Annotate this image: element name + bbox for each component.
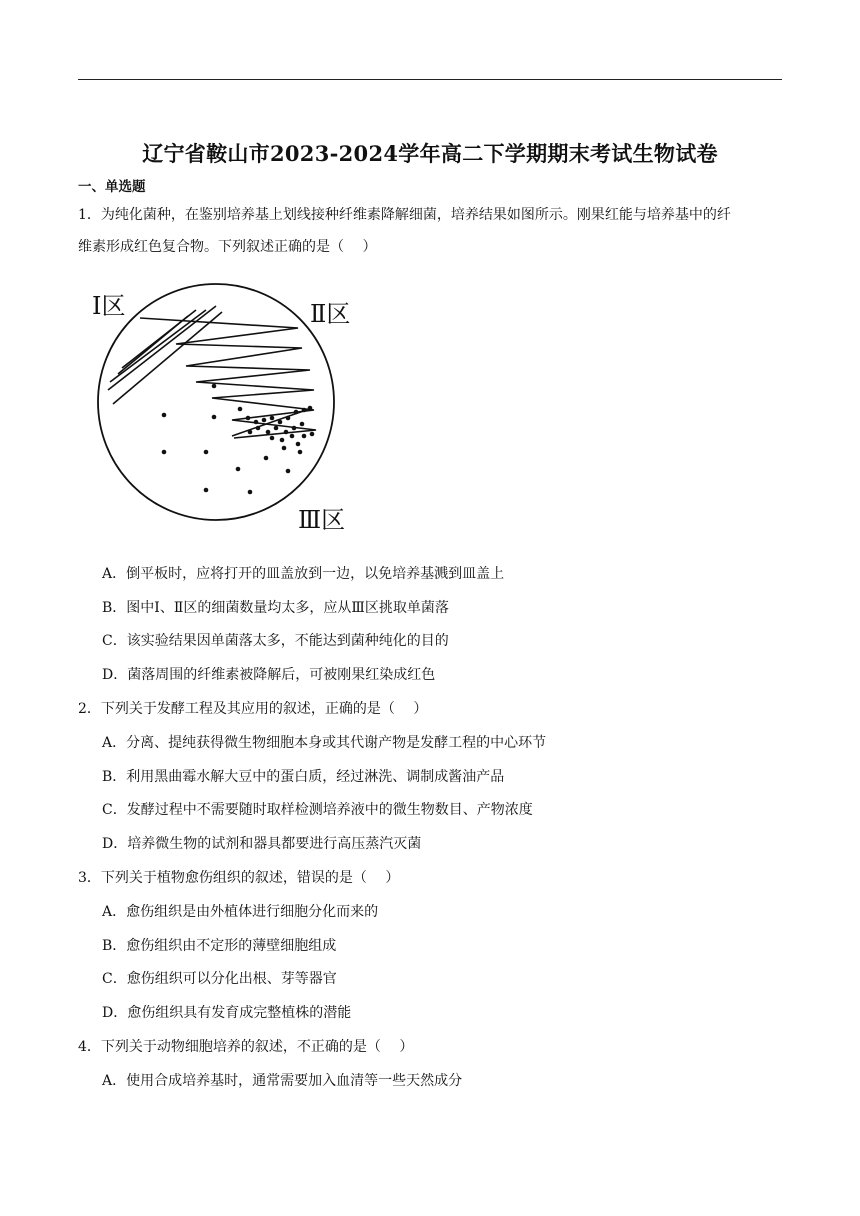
zone-1-label: Ⅰ区: [92, 292, 126, 320]
zone-2-label: Ⅱ区: [310, 300, 351, 328]
zone-1-streaks: [108, 306, 222, 404]
question-1-option-c: C．该实验结果因单菌落太多，不能达到菌种纯化的目的: [102, 633, 449, 649]
petri-dish-outline: [98, 284, 334, 520]
header-rule: [78, 79, 782, 80]
question-2-option-d: D．培养微生物的试剂和器具都要进行高压蒸汽灭菌: [102, 836, 422, 852]
question-1-option-a: A．倒平板时，应将打开的皿盖放到一边，以免培养基溅到皿盖上: [102, 566, 505, 582]
question-3-option-d: D．愈伤组织具有发育成完整植株的潜能: [102, 1005, 352, 1021]
section-heading: 一、单选题: [78, 179, 146, 195]
question-3-option-a: A．愈伤组织是由外植体进行细胞分化而来的: [102, 904, 379, 920]
question-3-option-b: B．愈伤组织由不定形的薄壁细胞组成: [102, 938, 337, 954]
question-4-option-a: A．使用合成培养基时，通常需要加入血清等一些天然成分: [102, 1073, 463, 1089]
question-3-stem: 3．下列关于植物愈伤组织的叙述，错误的是（ ）: [78, 870, 400, 886]
question-2-option-a: A．分离、提纯获得微生物细胞本身或其代谢产物是发酵工程的中心环节: [102, 735, 547, 751]
petri-dish-figure: [88, 282, 360, 534]
question-3-option-c: C．愈伤组织可以分化出根、芽等器官: [102, 971, 337, 987]
page-title: 辽宁省鞍山市2023-2024学年高二下学期期末考试生物试卷: [142, 141, 718, 166]
question-2-stem: 2．下列关于发酵工程及其应用的叙述，正确的是（ ）: [78, 701, 428, 717]
question-1-stem-line-1: 1．为纯化菌种，在鉴别培养基上划线接种纤维素降解细菌，培养结果如图所示。刚果红能与培养基中的纤: [78, 207, 731, 223]
question-1-stem-line-2: 维素形成红色复合物。下列叙述正确的是（ ）: [78, 239, 377, 255]
question-4-stem: 4．下列关于动物细胞培养的叙述，不正确的是（ ）: [78, 1039, 414, 1055]
question-1-option-b: B．图中Ⅰ、Ⅱ区的细菌数量均太多，应从Ⅲ区挑取单菌落: [102, 600, 449, 616]
zone-3-label: Ⅲ区: [298, 506, 346, 534]
question-1-option-d: D．菌落周围的纤维素被降解后，可被刚果红染成红色: [102, 667, 436, 683]
question-2-option-b: B．利用黑曲霉水解大豆中的蛋白质，经过淋洗、调制成酱油产品: [102, 769, 505, 785]
zone-2-streak: [140, 318, 316, 438]
question-2-option-c: C．发酵过程中不需要随时取样检测培养液中的微生物数目、产物浓度: [102, 802, 533, 818]
